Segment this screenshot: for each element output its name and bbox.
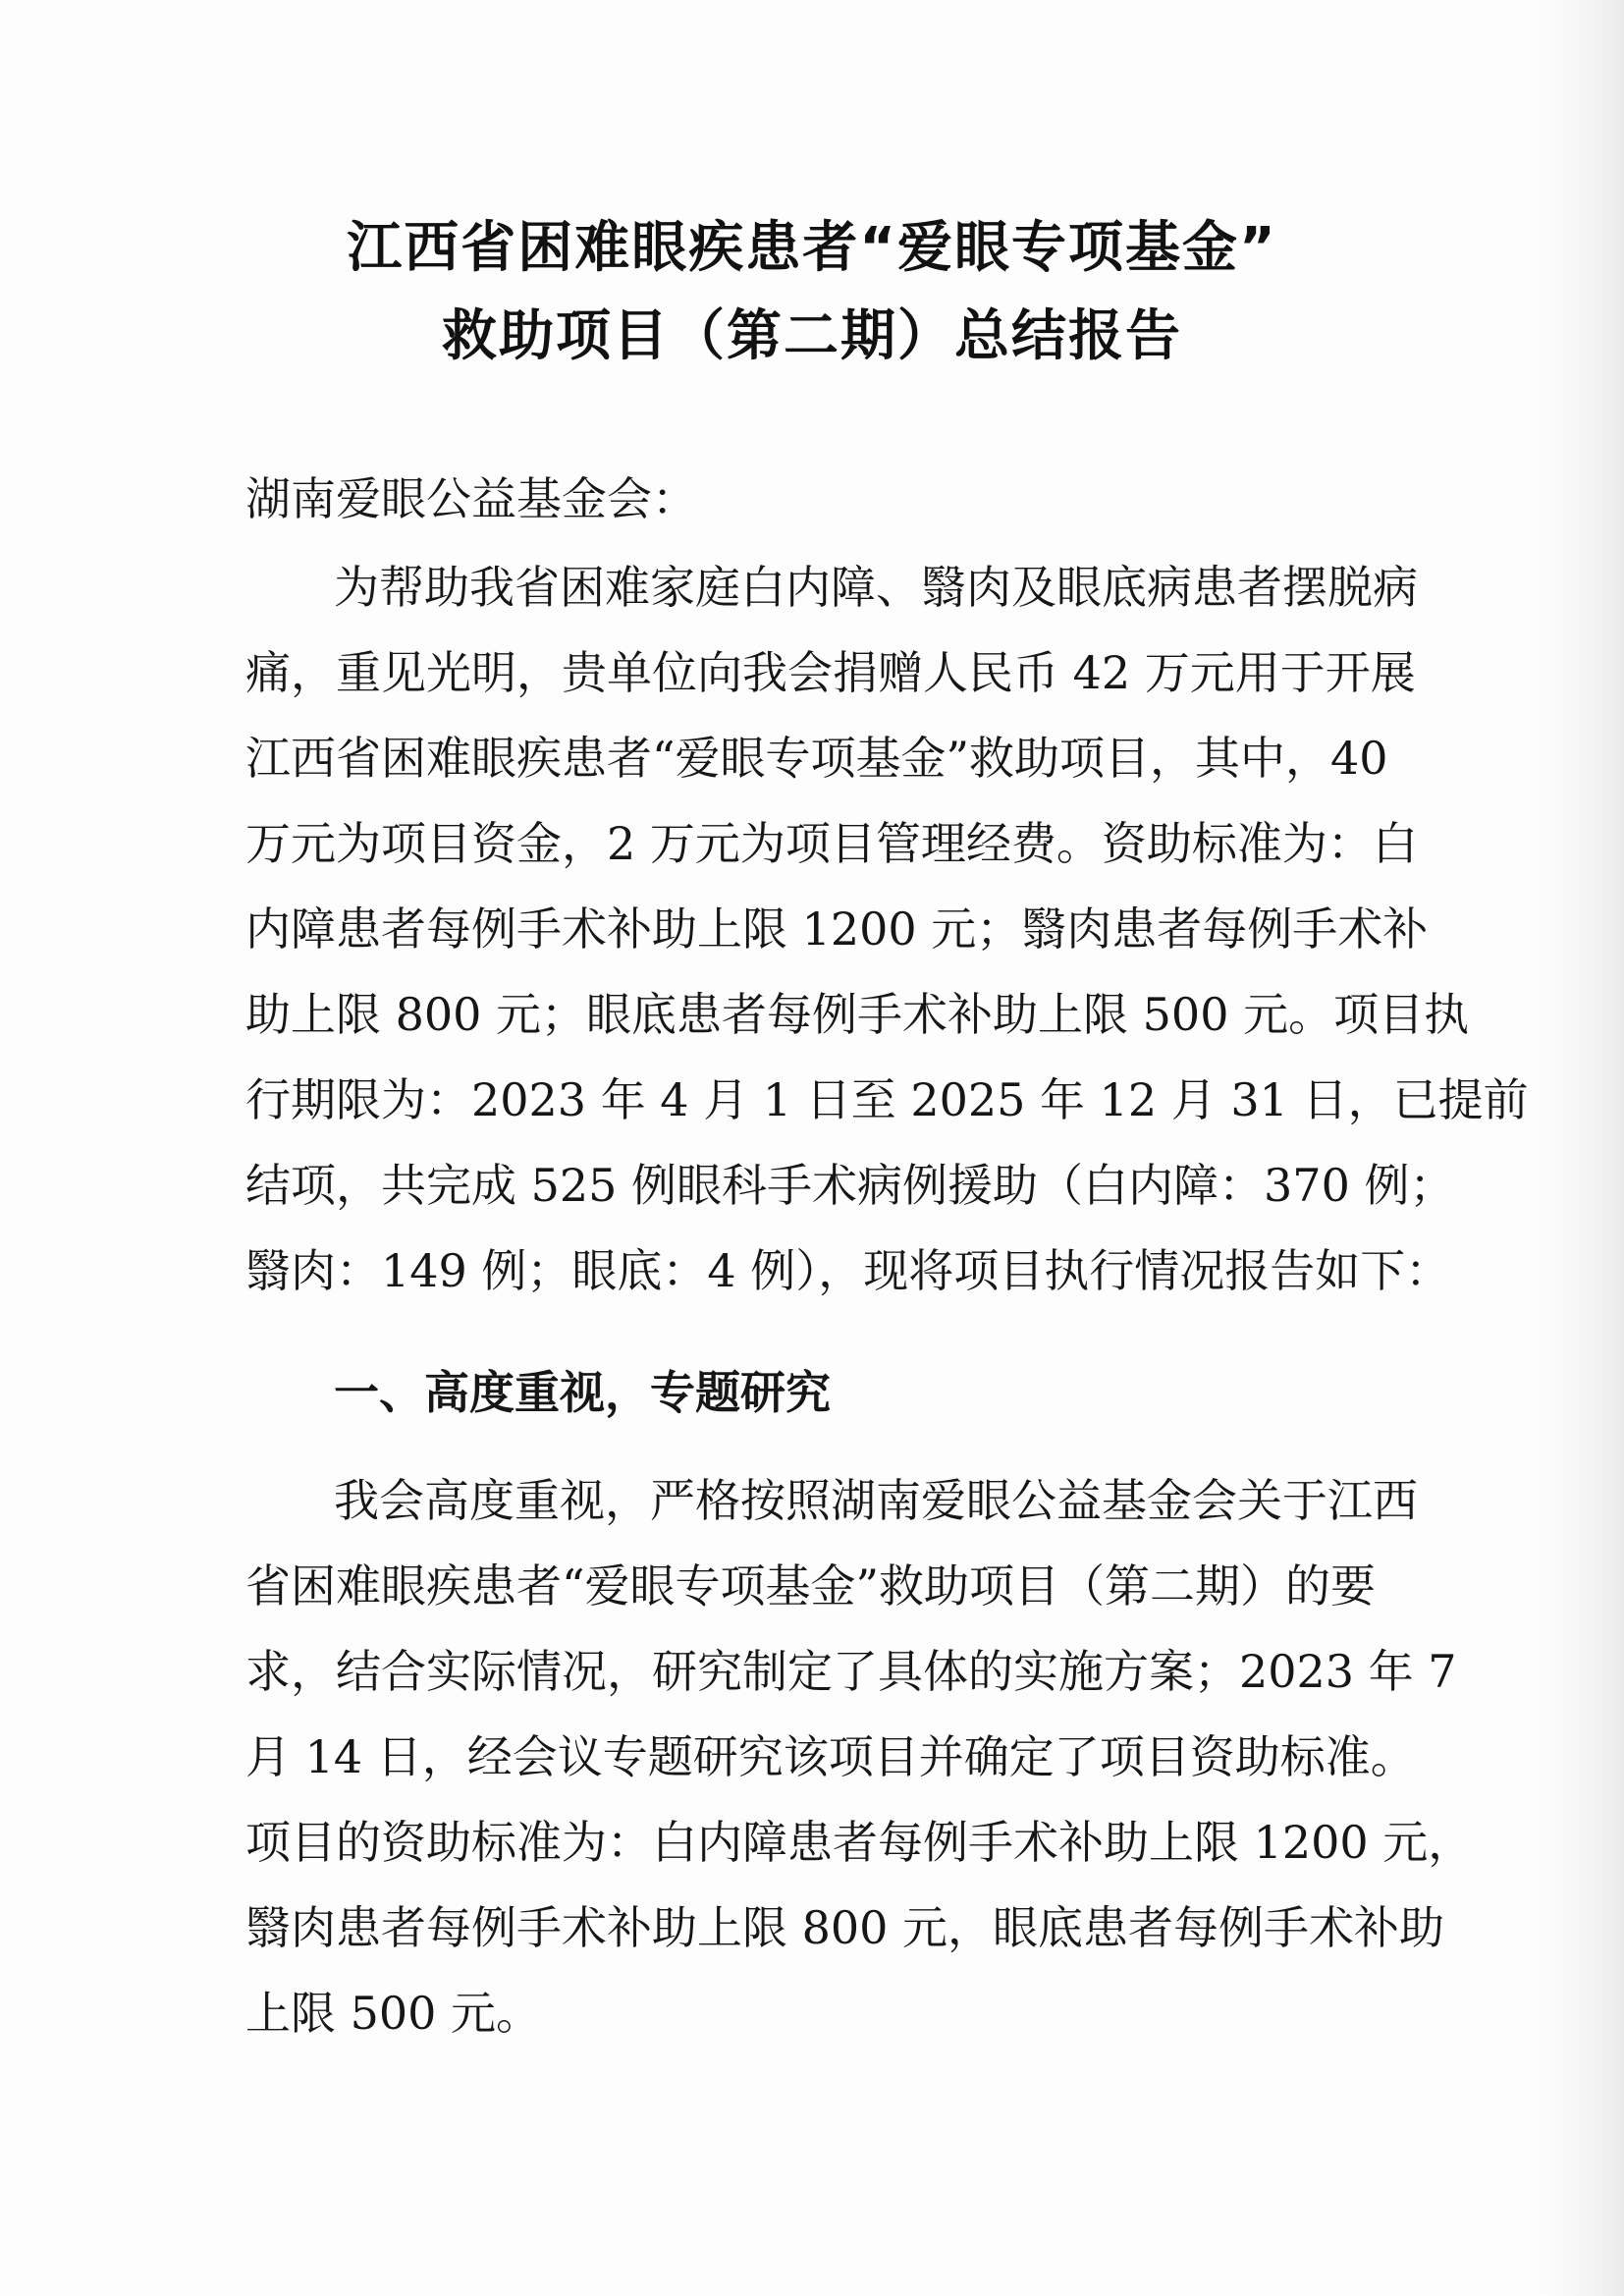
section-1-heading: 一、高度重视，专题研究 bbox=[334, 1366, 831, 1419]
para2-line-3: 求，结合实际情况，研究制定了具体的实施方案；2023 年 7 bbox=[245, 1645, 1457, 1698]
para2-line-7: 上限 500 元。 bbox=[245, 1987, 542, 2040]
para1-line-5: 内障患者每例手术补助上限 1200 元；翳肉患者每例手术补 bbox=[245, 902, 1429, 956]
para1-line-3: 江西省困难眼疾患者“爱眼专项基金”救助项目，其中，40 bbox=[245, 732, 1388, 785]
para1-line-6: 助上限 800 元；眼底患者每例手术补助上限 500 元。项目执 bbox=[245, 988, 1470, 1041]
para2-line-5: 项目的资助标准为：白内障患者每例手术补助上限 1200 元， bbox=[245, 1816, 1474, 1869]
para1-line-8: 结项，共完成 525 例眼科手术病例援助（白内障：370 例； bbox=[245, 1159, 1455, 1212]
para1-line-7: 行期限为：2023 年 4 月 1 日至 2025 年 12 月 31 日，已提前 bbox=[245, 1073, 1529, 1126]
report-title-line-1: 江西省困难眼疾患者“爱眼专项基金” bbox=[347, 216, 1277, 280]
para1-line-2: 痛，重见光明，贵单位向我会捐赠人民币 42 万元用于开展 bbox=[245, 646, 1416, 699]
para2-line-4: 月 14 日，经会议专题研究该项目并确定了项目资助标准。 bbox=[245, 1730, 1416, 1783]
para2-line-2: 省困难眼疾患者“爱眼专项基金”救助项目（第二期）的要 bbox=[245, 1559, 1377, 1613]
para1-line-9: 翳肉：149 例；眼底：4 例），现将项目执行情况报告如下： bbox=[245, 1244, 1451, 1297]
report-title-line-2: 救助项目（第二期）总结报告 bbox=[442, 304, 1182, 368]
para1-line-1: 为帮助我省困难家庭白内障、翳肉及眼底病患者摆脱病 bbox=[334, 561, 1418, 614]
salutation: 湖南爱眼公益基金会： bbox=[245, 472, 697, 525]
para2-line-6: 翳肉患者每例手术补助上限 800 元，眼底患者每例手术补助 bbox=[245, 1901, 1445, 1954]
para2-line-1: 我会高度重视，严格按照湖南爱眼公益基金会关于江西 bbox=[334, 1474, 1418, 1527]
para1-line-4: 万元为项目资金，2 万元为项目管理经费。资助标准为：白 bbox=[245, 817, 1418, 870]
